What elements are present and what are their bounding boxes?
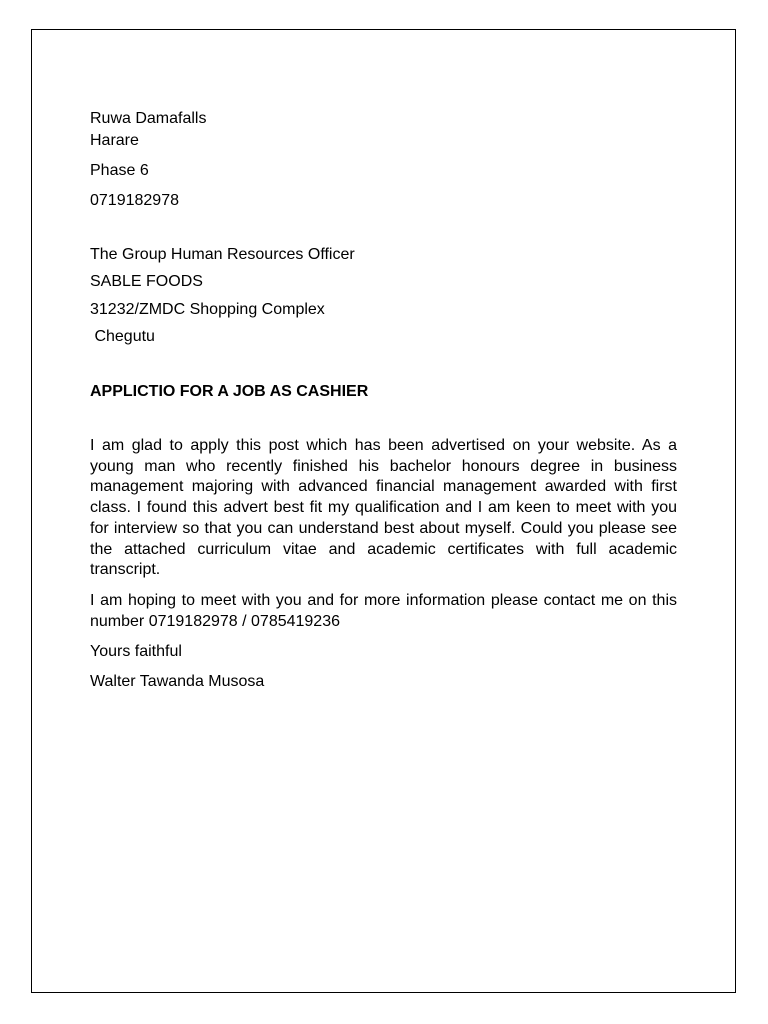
- sender-address-line-2: Harare: [90, 132, 139, 149]
- recipient-title: The Group Human Resources Officer: [90, 246, 355, 263]
- recipient-company: SABLE FOODS: [90, 273, 203, 290]
- recipient-address: 31232/ZMDC Shopping Complex: [90, 301, 325, 318]
- signature-name: Walter Tawanda Musosa: [90, 673, 265, 690]
- body-paragraph-1: I am glad to apply this post which has been advertised on your website. As a young man who recently finished his bachelor honours degree in business management majoring with advanced financial management awarded with first class. I found this advert best fit my qualification and I am keen to meet with you for interview so that you can understand best about myself. Could you please see the attached curriculum vitae and academic certificates with full academic transcript.: [90, 437, 677, 579]
- sender-phone: 0719182978: [90, 192, 179, 209]
- closing-salutation: Yours faithful: [90, 643, 182, 660]
- sender-address-line-3: Phase 6: [90, 162, 149, 179]
- recipient-city: Chegutu: [90, 328, 155, 345]
- sender-address-line-1: Ruwa Damafalls: [90, 110, 207, 127]
- body-paragraph-2: I am hoping to meet with you and for more information please contact me on this number 0719182978 / 0785419236: [90, 592, 677, 630]
- letter-subject: APPLICTIO FOR A JOB AS CASHIER: [90, 383, 369, 400]
